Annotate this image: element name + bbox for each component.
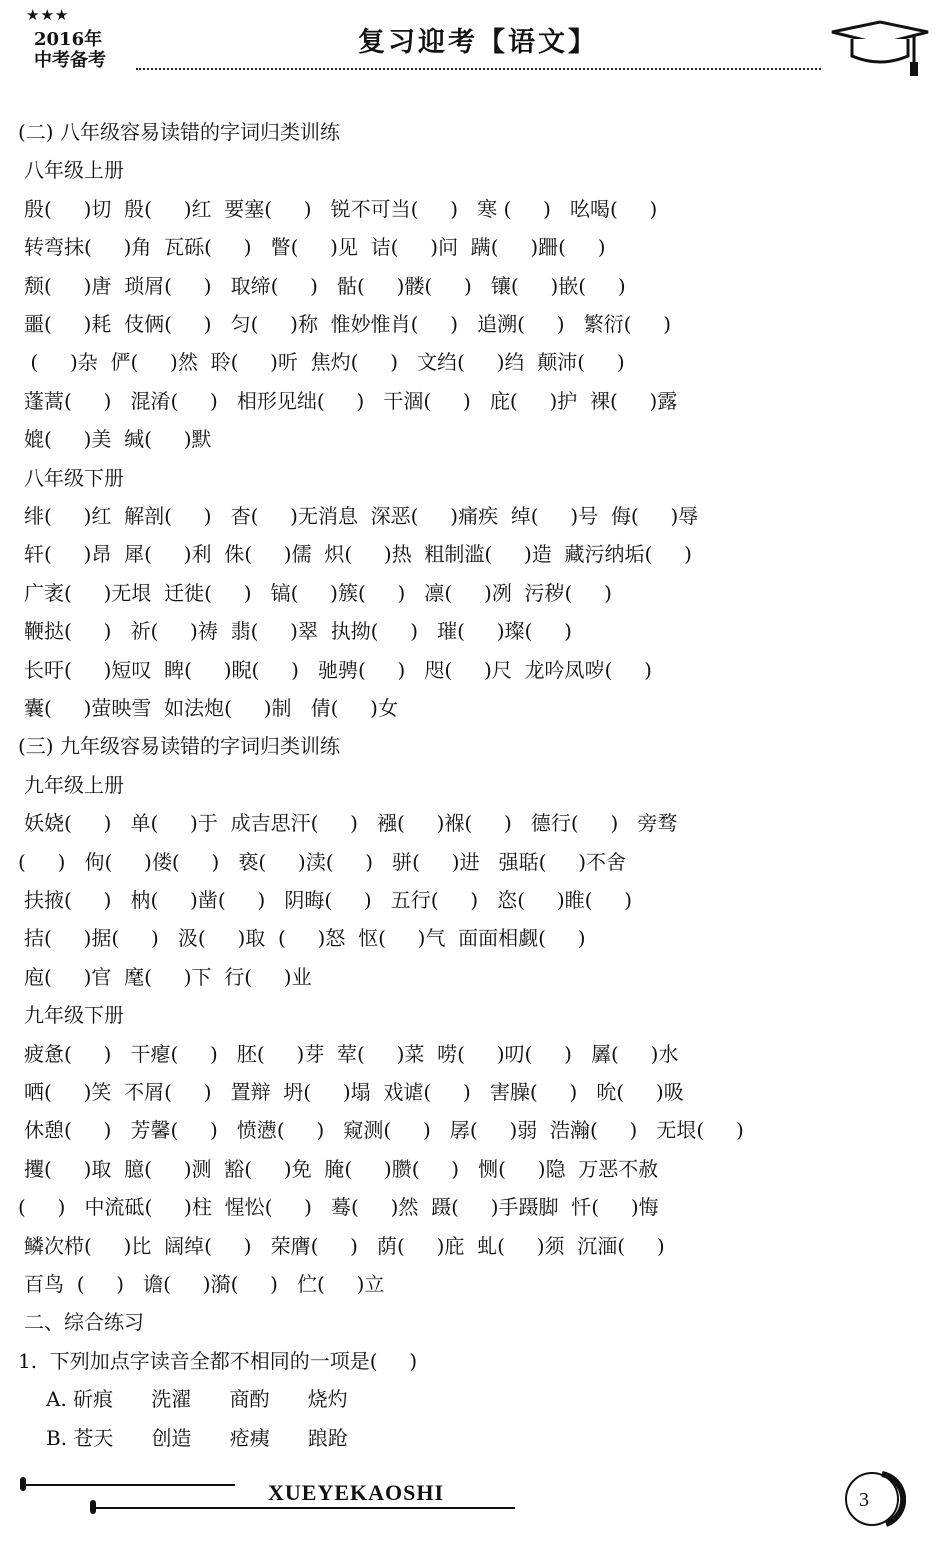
text-line: 鞭挞( ) 祈( )祷 翡( )翠 执拗( ) 璀( )璨( ) [24,619,572,644]
text-line: ( ) 中流砥( )柱 惺忪( ) 蓦( )然 蹑( )手蹑脚 忏( )悔 [18,1195,659,1220]
footer-brand: XUEYEKAOSHI [268,1480,445,1505]
text-line: 颓( )唐 琐屑( ) 取缔( ) 骷( )髅( ) 镶( )嵌( ) [24,273,626,298]
text-line: 囊( )萤映雪 如法炮( )制 倩( )女 [24,696,398,720]
text-line: 扶掖( ) 枘( )凿( ) 阴晦( ) 五行( ) 恣( )睢( ) [24,888,633,912]
text-line: 鳞次栉( )比 阔绰( ) 荣膺( ) 荫( )庇 虬( )须 沉湎( ) [24,1233,665,1258]
text-line: 媲( )美 缄( )默 [24,427,212,452]
header-year: 2016年 [34,29,103,50]
text-line: 百鸟 ( ) 谵( )漪( ) 伫( )立 [24,1272,385,1296]
text-line: 攫( )取 臆( )测 豁( )免 腌( )臜( ) 恻( )隐 万恶不赦 [24,1156,659,1181]
text-line: 噩( )耗 伎俩( ) 匀( )称 惟妙惟肖( ) 追溯( ) 繁衍( ) [24,312,672,336]
text-line: 二、综合练习 [24,1310,144,1335]
footer-rule [20,1484,235,1486]
text-line: 殷( )切 殷( )红 要塞( ) 锐不可当( ) 寒 ( ) 吆喝( ) [24,196,658,221]
text-line: 蓬蒿( ) 混淆( ) 相形见绌( ) 干涸( ) 庇( )护 裸( )露 [24,388,678,413]
header-exam-label: 中考备考 [34,50,106,71]
text-line: 轩( )昂 犀( )利 侏( )儒 炽( )热 粗制滥( )造 藏污纳垢( ) [24,542,692,567]
text-line: (二) 八年级容易读错的字词归类训练 [18,120,340,144]
text-line: ( ) 佝( )偻( ) 亵( )渎( ) 骈( )进 强聒( )不舍 [18,849,627,874]
text-line: 九年级上册 [24,772,124,797]
text-line: 长吁( )短叹 睥( )睨( ) 驰骋( ) 咫( )尺 龙吟凤哕( ) [24,657,652,682]
text-line: ( )杂 俨( )然 聆( )听 焦灼( ) 文绉( )绉 颠沛( ) [24,350,625,375]
text-line: 绯( )红 解剖( ) 杳( )无消息 深恶( )痛疾 绰( )号 侮( )辱 [24,504,699,528]
text-line: 八年级上册 [24,158,124,183]
text-line: 八年级下册 [24,465,124,490]
text-line: 九年级下册 [24,1003,124,1028]
footer-rule [90,1507,515,1509]
header-divider [136,68,821,70]
page-number: 3 [859,1489,869,1511]
stars-decoration: ★★★ [26,6,70,24]
text-line: 哂( )笑 不屑( ) 置辩 坍( )塌 戏谑( ) 害臊( ) 吮( )吸 [24,1080,684,1104]
page-header [0,0,950,100]
text-line: 疲惫( ) 干瘪( ) 胚( )芽 荤( )菜 唠( )叨( ) 羼( )水 [24,1041,679,1066]
text-line: 妖娆( ) 单( )于 成吉思汗( ) 襁( )褓( ) 德行( ) 旁骛 [24,811,678,836]
text-line: 广袤( )无垠 迁徙( ) 镐( )簇( ) 凛( )冽 污秽( ) [24,580,612,605]
text-line: 休憩( ) 芳馨( ) 愤懑( ) 窥测( ) 孱( )弱 浩瀚( ) 无垠( ) [24,1118,744,1143]
text-line: A. 斫痕 洗濯 商酌 烧灼 [46,1387,348,1412]
text-line: (三) 九年级容易读错的字词归类训练 [18,734,340,759]
text-line: B. 苍天 创造 疮痍 踉跄 [46,1425,348,1450]
text-line: 1. 下列加点字读音全都不相同的一项是( ) [18,1348,418,1373]
page-title: 复习迎考【语文】 [358,27,598,58]
text-line: 转弯抹( )角 瓦砾( ) 瞥( )见 诘( )问 蹒( )跚( ) [24,235,606,260]
graduation-cap-icon [830,18,930,78]
text-line: 拮( )据( ) 汲( )取 ( )怒 怄( )气 面面相觑( ) [24,926,586,951]
page-number-badge-icon [842,1466,906,1530]
text-line: 庖( )官 麾( )下 行( )业 [24,964,312,989]
